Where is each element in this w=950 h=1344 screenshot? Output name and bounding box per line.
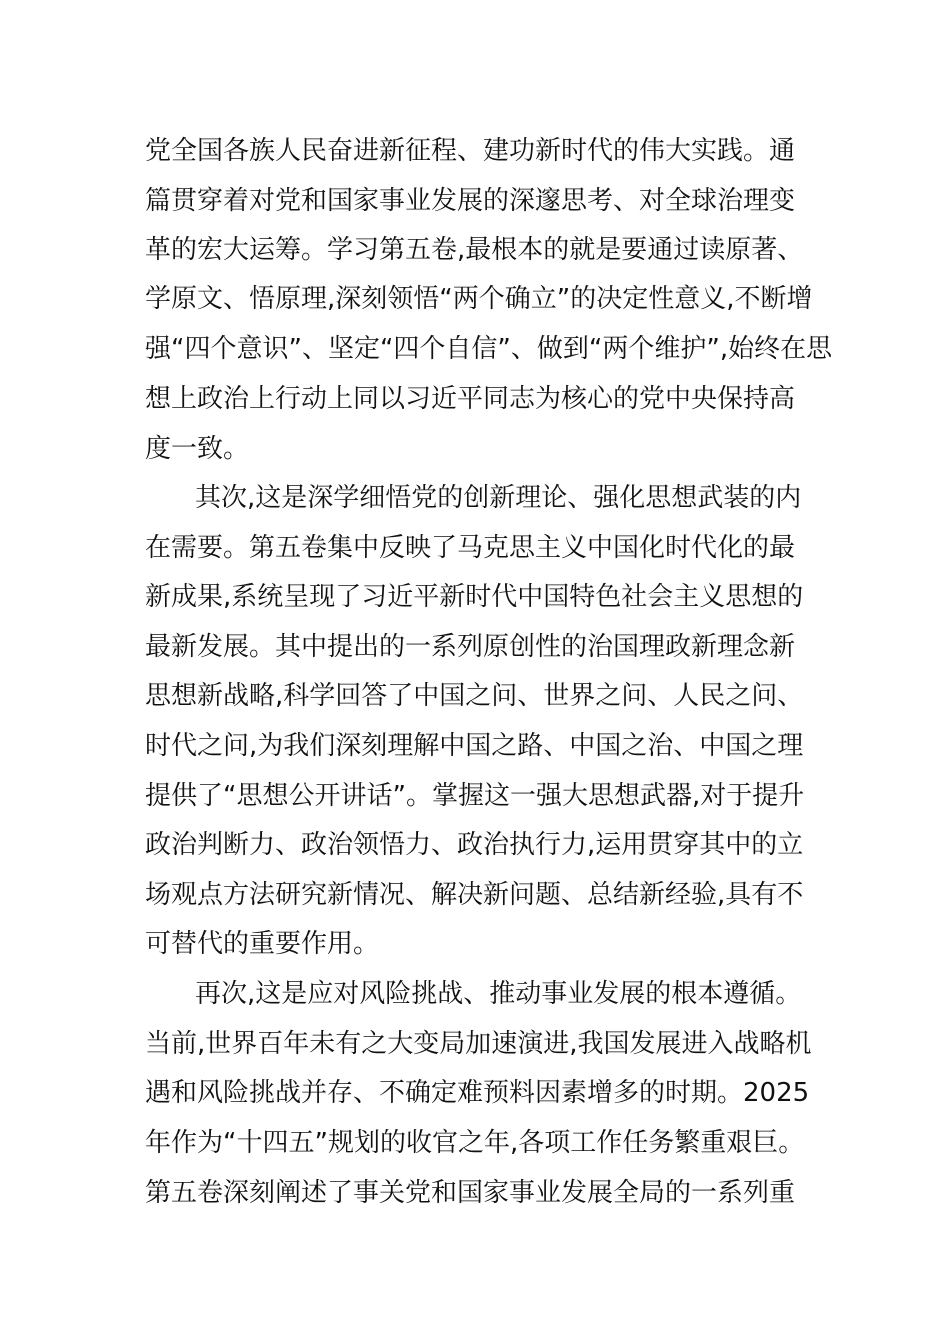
text-line bbox=[0, 176, 950, 226]
text-line bbox=[0, 1118, 950, 1168]
line-text: 再次,这是应对风险挑战、推动事业发展的根本遵循。 bbox=[195, 979, 802, 1009]
line-text: 党全国各族人民奋进新征程、建功新时代的伟大实践。通 bbox=[145, 136, 796, 166]
text-line bbox=[0, 424, 950, 474]
text-line bbox=[0, 870, 950, 920]
line-text: 可替代的重要作用。 bbox=[145, 929, 380, 959]
line-text: 场观点方法研究新情况、解决新问题、总结新经验,具有不 bbox=[145, 880, 804, 910]
text-line bbox=[0, 274, 950, 324]
text-line bbox=[0, 820, 950, 870]
line-text: 篇贯穿着对党和国家事业发展的深邃思考、对全球治理变 bbox=[145, 186, 796, 216]
line-text: 遇和风险挑战并存、不确定难预料因素增多的时期。2025 bbox=[145, 1078, 810, 1108]
line-text: 学原文、悟原理,深刻领悟“两个确立”的决定性意义,不断增 bbox=[145, 284, 813, 314]
text-line bbox=[0, 1019, 950, 1069]
line-text: 当前,世界百年未有之大变局加速演进,我国发展进入战略机 bbox=[145, 1029, 812, 1059]
text-line bbox=[0, 721, 950, 771]
line-text: 思想新战略,科学回答了中国之问、世界之问、人民之问、 bbox=[145, 681, 804, 711]
text-line bbox=[0, 771, 950, 821]
line-text: 时代之问,为我们深刻理解中国之路、中国之治、中国之理 bbox=[145, 731, 804, 761]
line-text: 年作为“十四五”规划的收官之年,各项工作任务繁重艰巨。 bbox=[145, 1128, 805, 1158]
text-line bbox=[0, 374, 950, 424]
line-text: 新成果,系统呈现了习近平新时代中国特色社会主义思想的 bbox=[145, 582, 804, 612]
text-line bbox=[0, 324, 950, 374]
text-line bbox=[0, 1068, 950, 1118]
text-line bbox=[0, 1168, 950, 1218]
line-text: 最新发展。其中提出的一系列原创性的治国理政新理念新 bbox=[145, 632, 796, 662]
line-text: 强“四个意识”、坚定“四个自信”、做到“两个维护”,始终在思 bbox=[145, 334, 833, 364]
line-text: 度一致。 bbox=[145, 434, 250, 464]
paragraph-first-line bbox=[0, 969, 950, 1019]
text-line bbox=[0, 671, 950, 721]
text-line bbox=[0, 919, 950, 969]
text-line bbox=[0, 225, 950, 275]
text-line bbox=[0, 622, 950, 672]
line-text: 想上政治上行动上同以习近平同志为核心的党中央保持高 bbox=[145, 384, 796, 414]
line-text: 革的宏大运筹。学习第五卷,最根本的就是要通过读原著、 bbox=[145, 235, 804, 265]
paragraph-first-line bbox=[0, 473, 950, 523]
text-line bbox=[0, 523, 950, 573]
text-line bbox=[0, 126, 950, 176]
line-text: 在需要。第五卷集中反映了马克思主义中国化时代化的最 bbox=[145, 533, 796, 563]
line-text: 政治判断力、政治领悟力、政治执行力,运用贯穿其中的立 bbox=[145, 830, 804, 860]
line-text: 其次,这是深学细悟党的创新理论、强化思想武装的内 bbox=[195, 483, 802, 513]
line-text: 第五卷深刻阐述了事关党和国家事业发展全局的一系列重 bbox=[145, 1178, 796, 1208]
line-text: 提供了“思想公开讲话”。掌握这一强大思想武器,对于提升 bbox=[145, 781, 805, 811]
text-line bbox=[0, 572, 950, 622]
